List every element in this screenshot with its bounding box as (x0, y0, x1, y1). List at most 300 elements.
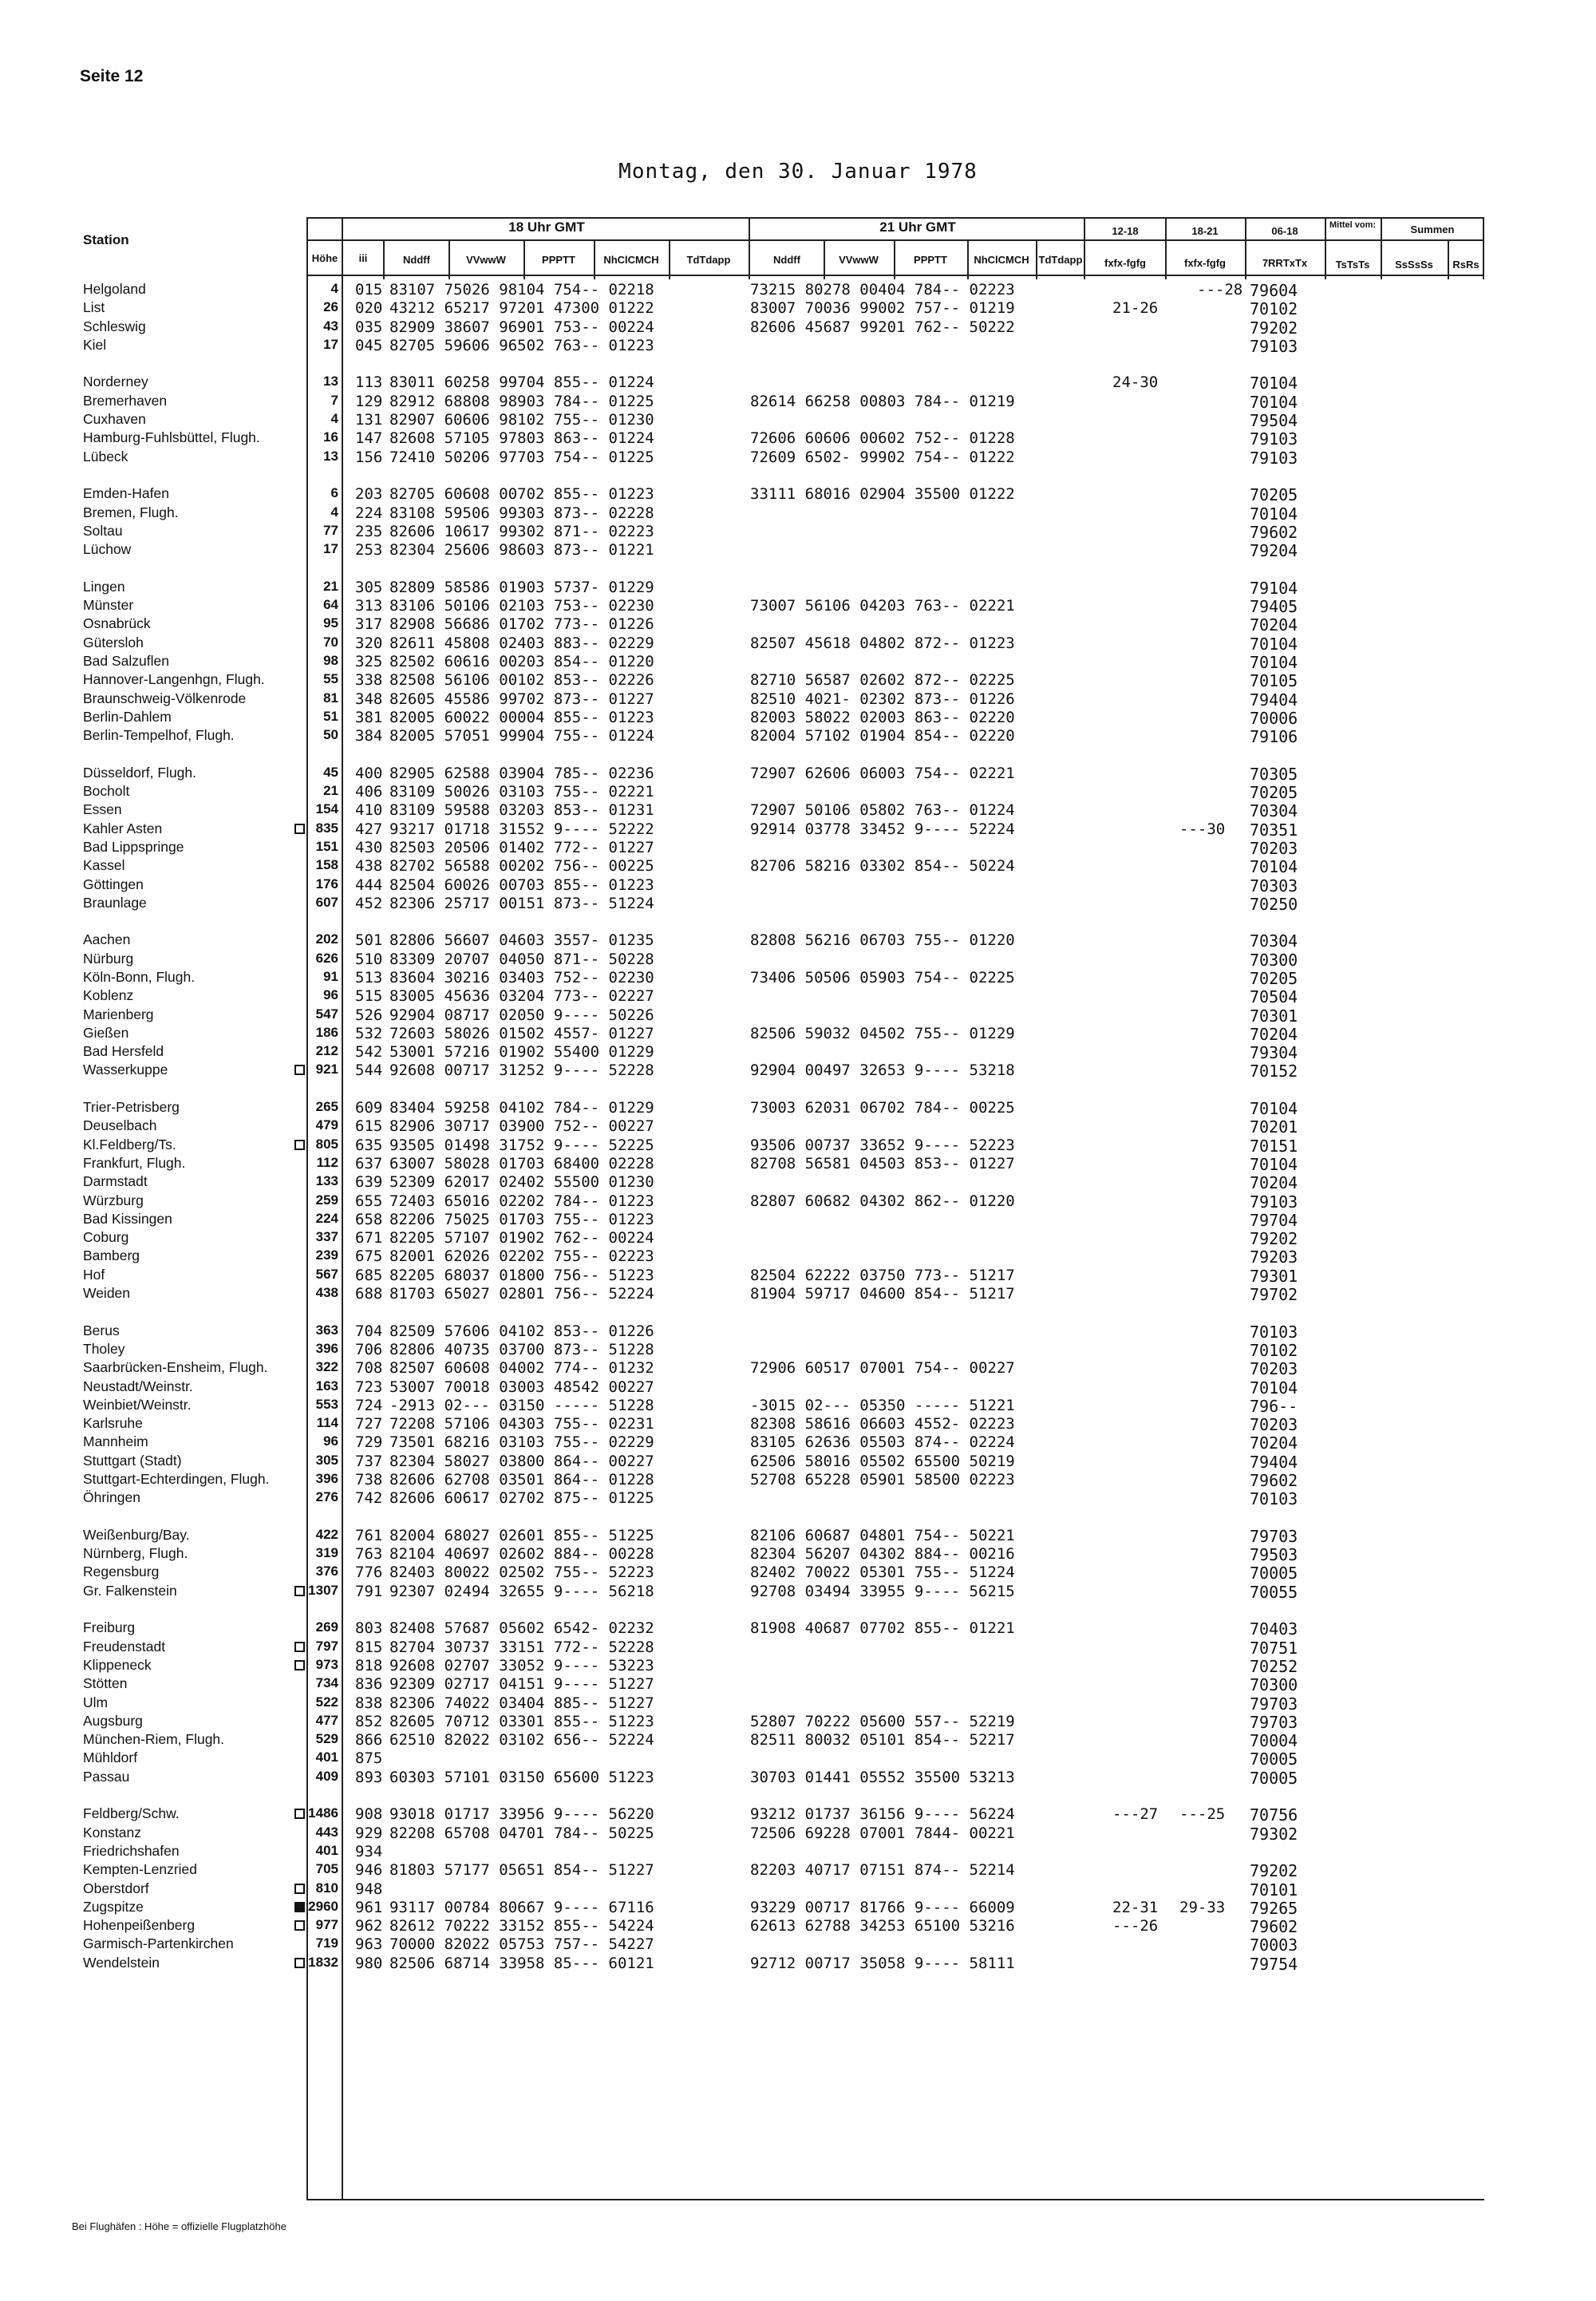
cell-hoehe: 13 (323, 448, 338, 464)
cell-hoehe: 259 (315, 1192, 338, 1208)
header-21-uhr-gmt: 21 Uhr GMT (879, 221, 956, 233)
station-name (83, 1322, 314, 1341)
cell-p1 (1112, 337, 1158, 355)
obs-21-column (750, 281, 1015, 1991)
station-label: Berus (83, 1322, 120, 1338)
station-name (83, 541, 314, 559)
station-group (83, 1619, 314, 1787)
cell-o18: 83107 75026 98104 754-- 02218 (389, 281, 654, 298)
cell-p3 (1197, 393, 1242, 411)
cell-o18: 82502 60616 00203 854-- 01220 (389, 652, 654, 670)
station-label: Bad Kissingen (83, 1210, 172, 1227)
cell-p3 (1197, 337, 1242, 355)
cell-mittel: 79405 (1250, 597, 1298, 617)
header-21-tdapp: TdTdapp (1038, 254, 1083, 266)
cell-mittel: 70205 (1250, 485, 1298, 505)
cell-o18: 82605 70712 03301 855-- 51223 (389, 1712, 654, 1730)
station-name (83, 690, 314, 709)
cell-iii: 513 (355, 968, 383, 986)
cell-mittel: 70004 (1250, 1731, 1298, 1751)
cell-hoehe: 17 (323, 541, 338, 557)
cell-iii: 035 (355, 318, 383, 336)
cell-p1 (1112, 504, 1158, 523)
cell-p3 (1197, 1583, 1242, 1601)
cell-p1 (1112, 857, 1158, 876)
station-name (83, 1229, 314, 1247)
cell-o21: 72907 62606 06003 754-- 02221 (750, 764, 1015, 782)
cell-p3 (1197, 1489, 1242, 1508)
cell-iii: 515 (355, 987, 383, 1006)
cell-p3 (1197, 1117, 1242, 1136)
cell-group (1112, 281, 1158, 355)
cell-mittel: 79302 (1250, 1824, 1298, 1844)
cell-p3 (1197, 1453, 1242, 1471)
cell-p3 (1197, 931, 1242, 950)
cell-o21: 82304 56207 04302 884-- 00216 (750, 1545, 1015, 1564)
station-group (83, 1805, 314, 1973)
cell-p3 (1197, 1378, 1242, 1397)
cell-o21: 72906 60517 07001 754-- 00227 (750, 1359, 1015, 1378)
cell-o21: 73406 50506 05903 754-- 02225 (750, 968, 1015, 986)
cell-o21: 93212 01737 36156 9---- 56224 (750, 1805, 1015, 1824)
station-name (83, 671, 314, 690)
cell-hoehe: 50 (323, 727, 338, 743)
station-name (83, 839, 314, 857)
cell-p1 (1112, 1025, 1158, 1043)
cell-p1 (1112, 523, 1158, 541)
header-iii: iii (358, 252, 368, 264)
cell-o21: 82708 56581 04503 853-- 01227 (750, 1154, 1015, 1172)
station-name (83, 1043, 314, 1062)
cell-mittel: 79304 (1250, 1043, 1298, 1063)
cell-o18: 82612 70222 33152 855-- 54224 (389, 1917, 654, 1935)
cell-o21 (750, 1341, 1015, 1359)
cell-p1 (1112, 1880, 1158, 1899)
cell-p3 (1197, 1322, 1242, 1341)
cell-p3 (1197, 1415, 1242, 1433)
cell-iii: 723 (355, 1378, 383, 1396)
cell-iii: 542 (355, 1043, 383, 1062)
cell-iii: 688 (355, 1285, 383, 1303)
cell-p3 (1197, 1025, 1242, 1043)
cell-hoehe: 6 (330, 485, 338, 501)
station-label: Marienberg (83, 1006, 154, 1022)
cell-group (1112, 1099, 1158, 1303)
cell-p3 (1197, 1749, 1242, 1768)
cell-hoehe: 529 (315, 1731, 338, 1747)
cell-p1 (1112, 709, 1158, 727)
cell-hoehe: 276 (315, 1489, 338, 1505)
station-name (83, 1025, 314, 1043)
station-label: Zugspitze (83, 1898, 144, 1915)
cell-group (306, 1619, 338, 1787)
station-label: Lingen (83, 578, 125, 595)
cell-p3 (1197, 1006, 1242, 1025)
station-name (83, 1825, 314, 1843)
cell-hoehe: 158 (315, 857, 338, 873)
cell-hoehe: 224 (315, 1210, 338, 1226)
cell-o18: 83404 59258 04102 784-- 01229 (389, 1099, 654, 1117)
station-name (83, 951, 314, 969)
cell-mittel: 79301 (1250, 1266, 1298, 1286)
cell-o21: 82511 80032 05101 854-- 52217 (750, 1731, 1015, 1749)
cell-group (1112, 765, 1158, 913)
cell-iii: 838 (355, 1694, 383, 1712)
cell-hoehe: 98 (323, 652, 338, 668)
station-label: Freiburg (83, 1619, 136, 1636)
cell-p1 (1112, 1713, 1158, 1731)
cell-iii: 776 (355, 1564, 383, 1582)
cell-p3 (1197, 951, 1242, 969)
cell-iii: 510 (355, 950, 383, 968)
cell-iii: 929 (355, 1824, 383, 1842)
cell-iii: 406 (355, 783, 383, 801)
cell-o21: 82710 56587 02602 872-- 02225 (750, 671, 1015, 690)
cell-mittel: 79404 (1250, 690, 1298, 710)
station-label: Karlsruhe (83, 1415, 143, 1432)
station-label: Münster (83, 597, 134, 614)
cell-o21 (750, 1117, 1015, 1136)
cell-o21 (750, 1657, 1015, 1675)
cell-mittel: 70305 (1250, 764, 1298, 784)
cell-o18: 82906 30717 03900 752-- 00227 (389, 1117, 654, 1136)
cell-o18: 52309 62017 02402 55500 01230 (389, 1173, 654, 1192)
station-group (83, 579, 314, 746)
header-period-06-18: 06-18 (1271, 225, 1298, 237)
cell-hoehe: 805 (315, 1136, 338, 1152)
cell-mittel: 79202 (1250, 1229, 1298, 1249)
cell-p3 (1197, 1657, 1242, 1675)
cell-mittel: 70104 (1250, 374, 1298, 393)
cell-group (1197, 931, 1242, 1080)
cell-p1 (1112, 1322, 1158, 1341)
cell-hoehe: 438 (315, 1285, 338, 1301)
empty-square-icon (294, 1809, 305, 1819)
cell-p3 (1197, 1935, 1242, 1954)
cell-mittel: 70152 (1250, 1062, 1298, 1081)
cell-o21 (750, 839, 1015, 857)
cell-o21: 92712 00717 35058 9---- 58111 (750, 1954, 1015, 1972)
cell-mittel: 70304 (1250, 801, 1298, 821)
station-label: Ulm (83, 1694, 109, 1710)
cell-hoehe: 319 (315, 1545, 338, 1561)
empty-square-icon (294, 1920, 305, 1931)
cell-o18: 92904 08717 02050 9---- 50226 (389, 1006, 654, 1024)
cell-p3 (1197, 1062, 1242, 1080)
cell-p1 (1112, 1397, 1158, 1415)
cell-p3 (1197, 1359, 1242, 1378)
cell-hoehe: 921 (315, 1062, 338, 1077)
station-group (83, 485, 314, 559)
cell-hoehe: 477 (315, 1712, 338, 1728)
cell-group (1250, 931, 1298, 1080)
cell-o21: 92914 03778 33452 9---- 52224 (750, 820, 1015, 838)
cell-mittel: 70201 (1250, 1117, 1298, 1137)
cell-o21 (750, 1935, 1015, 1954)
cell-hoehe: 55 (323, 671, 338, 687)
station-label: Tholey (83, 1340, 125, 1357)
cell-group (1197, 374, 1242, 466)
station-name (83, 393, 314, 411)
cell-hoehe: 186 (315, 1024, 338, 1040)
cell-p1 (1112, 876, 1158, 895)
cell-mittel: 70104 (1250, 1154, 1298, 1174)
station-label: Hof (83, 1266, 105, 1283)
header-sum-ts: TsTsTs (1335, 259, 1370, 271)
cell-hoehe: 797 (315, 1638, 338, 1654)
cell-o21: 82402 70022 05301 755-- 51224 (750, 1564, 1015, 1582)
station-name (83, 1173, 314, 1192)
cell-mittel (1250, 1843, 1298, 1861)
station-name (83, 374, 314, 392)
cell-o21 (750, 1489, 1015, 1508)
cell-o18: 53007 70018 03003 48542 00227 (389, 1378, 654, 1396)
cell-o21 (750, 1378, 1015, 1397)
cell-iii: 325 (355, 652, 383, 670)
station-name (83, 635, 314, 653)
cell-iii: 724 (355, 1396, 383, 1414)
cell-group (750, 1805, 1015, 1973)
cell-o18: 82608 57105 97803 863-- 01224 (389, 429, 654, 448)
cell-hoehe: 305 (315, 1452, 338, 1468)
cell-p3 (1197, 1899, 1242, 1917)
cell-mittel: 70303 (1250, 876, 1298, 895)
cell-group (389, 281, 654, 355)
cell-o21 (750, 895, 1015, 913)
cell-o18: 83309 20707 04050 871-- 50228 (389, 950, 654, 968)
station-name (83, 1713, 314, 1731)
station-label: Gießen (83, 1024, 129, 1041)
cell-o21: 82606 45687 99201 762-- 50222 (750, 318, 1015, 336)
cell-p1: ---26 (1112, 1917, 1159, 1935)
station-label: Düsseldorf, Flugh. (83, 764, 197, 781)
cell-group (355, 485, 382, 559)
station-name (83, 504, 314, 523)
cell-o18: 83005 45636 03204 773-- 02227 (389, 987, 654, 1006)
cell-mittel: 79103 (1250, 1192, 1298, 1212)
station-name (83, 801, 314, 820)
station-label: Stötten (83, 1675, 128, 1692)
cell-p1 (1112, 1749, 1158, 1768)
cell-p1 (1112, 1861, 1158, 1880)
cell-group (750, 1619, 1015, 1787)
station-name (83, 1955, 314, 1973)
header-21-ppptt: PPPTT (914, 254, 947, 266)
cell-group (1112, 1619, 1158, 1787)
cell-iii: 948 (355, 1880, 383, 1898)
station-name (83, 1099, 314, 1117)
station-group (83, 281, 314, 355)
cell-mittel: 70104 (1250, 652, 1298, 672)
cell-o21 (750, 783, 1015, 801)
station-name (83, 765, 314, 783)
cell-o21 (750, 951, 1015, 969)
cell-p1 (1112, 783, 1158, 801)
cell-p3 (1197, 1285, 1242, 1303)
cell-p3 (1197, 541, 1242, 559)
station-label: Öhringen (83, 1489, 140, 1506)
cell-iii: 400 (355, 764, 383, 782)
cell-o18: 82606 10617 99302 871-- 02223 (389, 522, 654, 540)
cell-hoehe: 133 (315, 1173, 338, 1189)
cell-mittel: 70103 (1250, 1489, 1298, 1509)
cell-o21: 82706 58216 03302 854-- 50224 (750, 857, 1015, 876)
cell-group (306, 374, 338, 466)
cell-p1 (1112, 1043, 1158, 1062)
cell-o18: 82606 60617 02702 875-- 01225 (389, 1489, 654, 1508)
station-name (83, 1489, 314, 1508)
cell-p1 (1112, 1694, 1158, 1713)
cell-o18: 81803 57177 05651 854-- 51227 (389, 1861, 654, 1880)
cell-group (1250, 485, 1298, 559)
cell-hoehe: 16 (323, 429, 338, 445)
cell-hoehe: 977 (315, 1917, 338, 1933)
cell-o21 (750, 1211, 1015, 1229)
cell-mittel: 79204 (1250, 541, 1298, 561)
station-name (83, 337, 314, 355)
cell-p1 (1112, 1173, 1158, 1192)
cell-mittel: 70103 (1250, 1322, 1298, 1342)
cell-p1 (1112, 485, 1158, 504)
cell-mittel: 70005 (1250, 1564, 1298, 1583)
cell-p3 (1197, 449, 1242, 467)
station-label: Göttingen (83, 876, 144, 892)
station-name (83, 597, 314, 615)
cell-hoehe: 547 (315, 1006, 338, 1022)
cell-group (355, 1805, 382, 1973)
cell-iii: 639 (355, 1173, 383, 1192)
cell-mittel: 70756 (1250, 1805, 1298, 1825)
cell-iii: 875 (355, 1749, 383, 1768)
station-name (83, 1397, 314, 1415)
cell-o21 (750, 1247, 1015, 1266)
cell-iii: 737 (355, 1452, 383, 1470)
station-label: Kl.Feldberg/Ts. (83, 1136, 176, 1152)
cell-o18: 82806 56607 04603 3557- 01235 (389, 931, 654, 950)
cell-p1 (1112, 318, 1158, 337)
cell-p3 (1197, 1229, 1242, 1247)
cell-o21: 82004 57102 01904 854-- 02220 (750, 727, 1015, 745)
cell-o21: 82510 4021- 02302 873-- 01226 (750, 690, 1015, 708)
cell-iii: 961 (355, 1898, 383, 1916)
cell-mittel: 70101 (1250, 1880, 1298, 1900)
cell-p3 (1197, 839, 1242, 857)
cell-p1 (1112, 690, 1158, 709)
cell-mittel: 79602 (1250, 522, 1298, 542)
cell-p1 (1112, 1247, 1158, 1266)
cell-hoehe: 114 (316, 1415, 338, 1431)
cell-o21: 93229 00717 81766 9---- 66009 (750, 1898, 1015, 1916)
station-label: München-Riem, Flugh. (83, 1731, 225, 1748)
cell-group (1197, 1322, 1242, 1508)
cell-o18: 82702 56588 00202 756-- 00225 (389, 857, 654, 876)
cell-p3 (1197, 1769, 1242, 1787)
cell-p3 (1197, 671, 1242, 690)
cell-p3: ---28 (1197, 281, 1243, 298)
cell-o18: 82806 40735 03700 873-- 51228 (389, 1340, 654, 1358)
station-label: Kiel (83, 336, 107, 353)
cell-p3 (1197, 374, 1242, 392)
station-name (83, 318, 314, 337)
station-label: Emden-Hafen (83, 485, 169, 502)
cell-iii: 738 (355, 1471, 383, 1489)
cell-mittel: 70252 (1250, 1656, 1298, 1676)
cell-iii: 313 (355, 597, 383, 615)
cell-p1 (1112, 449, 1158, 467)
cell-o18: 83108 59506 99303 873-- 02228 (389, 504, 654, 522)
cell-o21 (750, 541, 1015, 559)
cell-p3 (1197, 820, 1242, 839)
cell-mittel: 79103 (1250, 448, 1298, 468)
cell-o18: 73501 68216 03103 755-- 02229 (389, 1433, 654, 1452)
station-name (83, 1137, 314, 1155)
station-label: Braunschweig-Völkenrode (83, 690, 247, 706)
cell-hoehe: 4 (330, 411, 338, 427)
cell-o18: 82306 25717 00151 873-- 51224 (389, 894, 654, 912)
cell-hoehe: 376 (315, 1564, 338, 1579)
cell-p3 (1197, 1843, 1242, 1861)
cell-hoehe: 21 (323, 578, 338, 594)
cell-o21: 33111 68016 02904 35500 01222 (750, 485, 1015, 504)
cell-mittel: 79704 (1250, 1210, 1298, 1230)
cell-group (1250, 1527, 1298, 1601)
cell-o21 (750, 1006, 1015, 1025)
cell-iii: 704 (355, 1322, 383, 1340)
cell-hoehe: 77 (323, 522, 338, 538)
station-name (83, 1006, 314, 1025)
cell-group (750, 1099, 1015, 1303)
cell-p1 (1112, 1415, 1158, 1433)
cell-mittel: 70104 (1250, 857, 1298, 877)
station-name (83, 1433, 314, 1452)
cell-p3 (1197, 615, 1242, 634)
station-label: Hohenpeißenberg (83, 1917, 196, 1934)
cell-o18 (389, 1843, 654, 1861)
cell-o18: 92608 00717 31252 9---- 52228 (389, 1062, 654, 1080)
station-name (83, 1880, 314, 1899)
cell-o18: 82509 57606 04102 853-- 01226 (389, 1322, 654, 1340)
station-name (83, 895, 314, 913)
cell-mittel: 70751 (1250, 1638, 1298, 1658)
station-name (83, 1899, 314, 1917)
cell-mittel: 79702 (1250, 1285, 1298, 1305)
cell-mittel: 79703 (1250, 1694, 1298, 1714)
cell-p1 (1112, 393, 1158, 411)
cell-o18: 72410 50206 97703 754-- 01225 (389, 448, 654, 466)
cell-hoehe: 337 (315, 1229, 338, 1245)
cell-p1 (1112, 1267, 1158, 1285)
cell-o21: 72907 50106 05802 763-- 01224 (750, 801, 1015, 820)
cell-o21 (750, 1229, 1015, 1247)
station-name (83, 615, 314, 634)
cell-o21: 83007 70036 99002 757-- 01219 (750, 299, 1015, 318)
cell-p1 (1112, 1935, 1158, 1954)
cell-p3 (1197, 783, 1242, 801)
cell-p3 (1197, 411, 1242, 429)
cell-o18: 82705 59606 96502 763-- 01223 (389, 336, 654, 354)
cell-mittel: 70104 (1250, 1099, 1298, 1119)
cell-hoehe: 4 (330, 281, 338, 296)
station-label: Weißenburg/Bay. (83, 1526, 190, 1543)
station-name (83, 987, 314, 1006)
cell-hoehe: 422 (315, 1526, 338, 1542)
cell-hoehe: 322 (315, 1359, 338, 1375)
station-label: Passau (83, 1768, 130, 1785)
station-name (83, 857, 314, 876)
cell-iii: 253 (355, 541, 383, 559)
cell-group (750, 1322, 1015, 1508)
cell-iii: 015 (355, 281, 383, 298)
